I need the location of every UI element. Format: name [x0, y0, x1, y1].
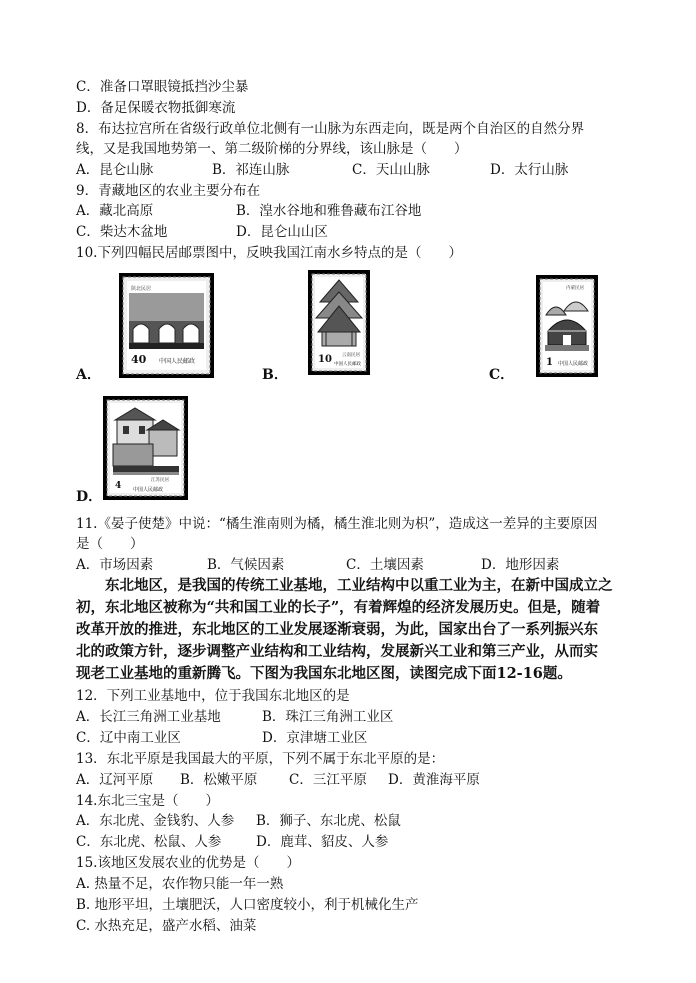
stamp-d	[103, 396, 188, 500]
q9-option-c: C．柴达木盆地	[76, 224, 168, 240]
q8-stem-line2: 线，又是我国地势第一、第二级阶梯的分界线，该山脉是（ ）	[76, 141, 468, 157]
svg-text:中国人民邮政: 中国人民邮政	[558, 361, 589, 367]
svg-text:4: 4	[115, 481, 122, 491]
stamp-a-image	[119, 273, 214, 378]
svg-text:陕北民居: 陕北民居	[131, 286, 152, 292]
q12-option-c: C．辽中南工业区	[76, 730, 181, 746]
q14-option-b: B．狮子、东北虎、松鼠	[256, 813, 401, 829]
svg-text:江苏民居: 江苏民居	[151, 478, 169, 483]
q10-label-c: C．	[489, 367, 515, 383]
q8-option-c: C．天山山脉	[352, 162, 430, 178]
q9-stem: 9．青藏地区的农业主要分布在	[76, 183, 261, 199]
passage-line3: 改革开放的推进，东北地区的工业发展逐渐衰弱，为此，国家出台了一系列振兴东	[76, 621, 598, 638]
q15-stem: 15.该地区发展农业的优势是（ ）	[76, 855, 300, 871]
stamp-c	[536, 275, 598, 377]
q10-stem: 10.下列四幅民居邮票图中，反映我国江南水乡特点的是（ ）	[76, 245, 462, 261]
q14-stem: 14.东北三宝是（ ）	[76, 793, 219, 809]
q10-label-b: B．	[262, 367, 288, 383]
svg-text:中国人民邮政: 中国人民邮政	[334, 362, 361, 367]
svg-text:内蒙民居: 内蒙民居	[566, 286, 584, 291]
q13-option-a: A．辽河平原	[76, 772, 154, 788]
q12-option-a: A．长江三角洲工业基地	[76, 709, 221, 725]
q13-option-b: B．松嫩平原	[180, 772, 258, 788]
q8-option-a: A．昆仑山脉	[76, 162, 154, 178]
q10-label-a: A．	[76, 367, 101, 383]
q15-option-b: B. 地形平坦，土壤肥沃，人口密度较小，利于机械化生产	[76, 897, 419, 913]
svg-text:中国人民邮政: 中国人民邮政	[159, 358, 196, 365]
q7-option-c: C．准备口罩眼镜抵挡沙尘暴	[76, 79, 249, 95]
svg-text:1: 1	[546, 357, 553, 368]
stamp-c-image	[536, 275, 598, 377]
stamp-b-image	[308, 270, 370, 375]
svg-text:中国人民邮政: 中国人民邮政	[133, 487, 164, 493]
passage-line1: 东北地区，是我国的传统工业基地，工业结构中以重工业为主，在新中国成立之	[76, 577, 613, 594]
stamp-a	[119, 273, 214, 378]
passage-line2: 初，东北地区被称为“共和国工业的长子”，有着辉煌的经济发展历史。但是，随着	[76, 599, 601, 616]
q11-option-d: D．地形因素	[481, 557, 560, 573]
q10-label-d: D．	[76, 489, 103, 505]
q8-option-b: B．祁连山脉	[212, 162, 290, 178]
passage-line4: 北的政策方针，逐步调整产业结构和工业结构，发展新兴工业和第三产业，从而实	[76, 643, 598, 660]
q14-option-c: C．东北虎、松鼠、人参	[76, 834, 222, 850]
stamp-b	[308, 270, 370, 375]
stamp-d-image	[103, 396, 188, 500]
q9-option-d: D．昆仑山山区	[236, 224, 328, 240]
q8-option-d: D．太行山脉	[490, 162, 569, 178]
q11-stem-line1: 11.《晏子使楚》中说：“橘生淮南则为橘，橘生淮北则为枳”，造成这一差异的主要原因	[76, 516, 598, 532]
q15-option-c: C. 水热充足，盛产水稻、油菜	[76, 918, 257, 934]
svg-text:40: 40	[131, 353, 147, 366]
q15-option-a: A. 热量不足，农作物只能一年一熟	[76, 876, 284, 892]
q12-stem: 12．下列工业基地中，位于我国东北地区的是	[76, 688, 350, 704]
q11-stem-line2: 是（ ）	[76, 536, 144, 552]
q13-option-d: D．黄淮海平原	[388, 772, 480, 788]
q9-option-a: A．藏北高原	[76, 203, 154, 219]
q12-option-d: D．京津塘工业区	[262, 730, 368, 746]
q14-option-a: A．东北虎、金钱豹、人参	[76, 813, 235, 829]
q11-option-b: B．气候因素	[207, 557, 285, 573]
svg-text:云南民居: 云南民居	[342, 353, 360, 358]
q8-stem-line1: 8．布达拉宫所在省级行政单位北侧有一山脉为东西走向，既是两个自治区的自然分界	[76, 121, 585, 137]
q13-option-c: C．三江平原	[289, 772, 367, 788]
q7-option-d: D．备足保暖衣物抵御寒流	[76, 100, 236, 116]
q12-option-b: B．珠江三角洲工业区	[262, 709, 394, 725]
q11-option-c: C．土壤因素	[346, 557, 424, 573]
passage-line5: 现老工业基地的重新腾飞。下图为我国东北地区图，读图完成下面12-16题。	[76, 665, 572, 682]
q14-option-d: D．鹿茸、貂皮、人参	[256, 834, 389, 850]
q11-option-a: A．市场因素	[76, 557, 154, 573]
q9-option-b: B．湟水谷地和雅鲁藏布江谷地	[236, 203, 422, 219]
q13-stem: 13．东北平原是我国最大的平原，下列不属于东北平原的是：	[76, 751, 445, 767]
svg-text:10: 10	[318, 354, 332, 365]
